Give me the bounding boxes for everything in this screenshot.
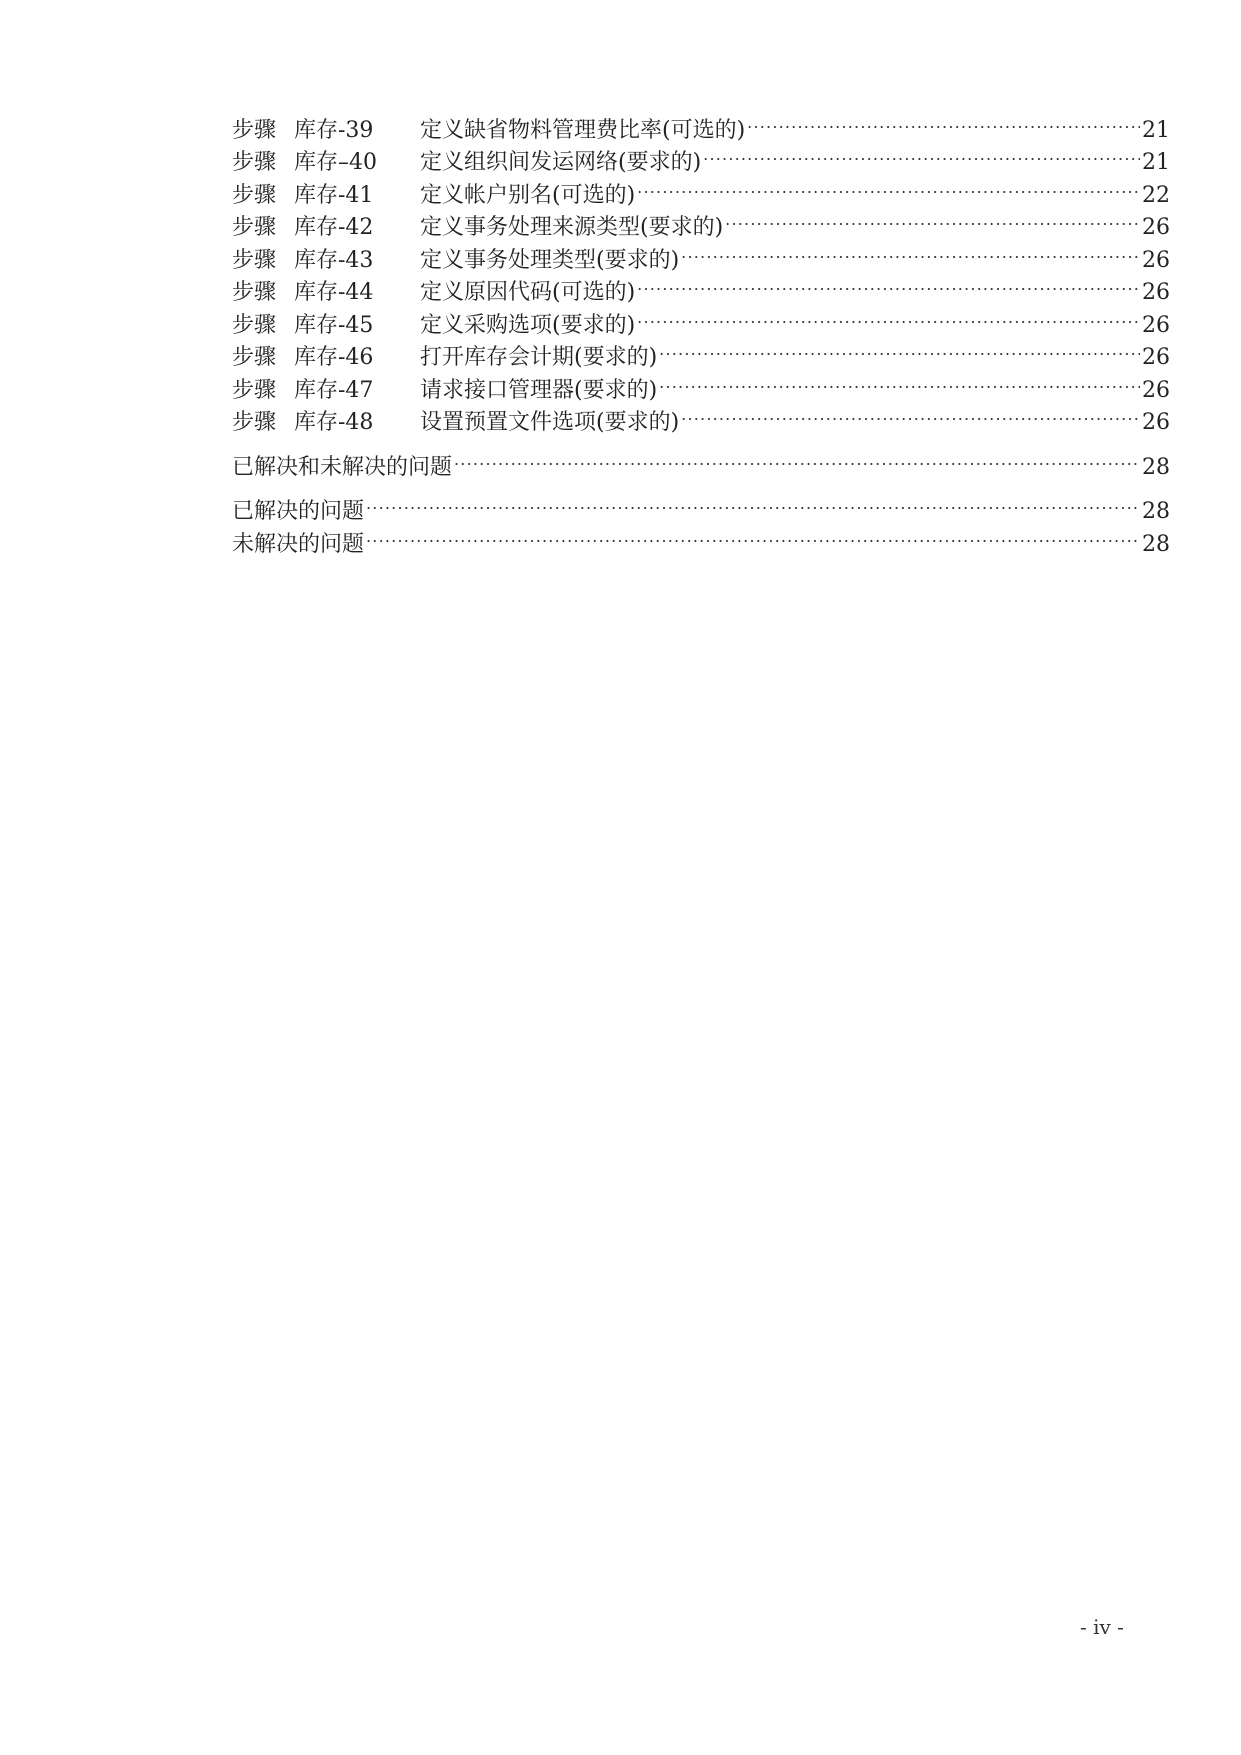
toc-page-number: 26 bbox=[1142, 312, 1170, 338]
dot-leader bbox=[747, 104, 1140, 137]
toc-entry-title: 定义组织间发运网络(要求的) bbox=[420, 150, 702, 175]
step-word: 步骤 bbox=[232, 377, 277, 403]
dot-leader bbox=[637, 267, 1140, 300]
toc-entry-title: 定义帐户别名(可选的) bbox=[420, 182, 636, 208]
step-prefix bbox=[232, 310, 420, 343]
page-footer-number: - iv - bbox=[1080, 1615, 1124, 1639]
toc-subsection-title: 已解决的问题 bbox=[232, 499, 365, 524]
toc-entry-step-39[interactable] bbox=[232, 104, 1170, 143]
table-of-contents bbox=[232, 104, 1170, 557]
step-word: 步骤 bbox=[232, 410, 277, 435]
step-code: 库存-46 bbox=[294, 345, 374, 370]
step-code: 库存-42 bbox=[294, 215, 374, 240]
step-word: 步骤 bbox=[232, 215, 277, 240]
step-code: 库存–40 bbox=[294, 150, 377, 175]
toc-page-number: 28 bbox=[1142, 499, 1170, 524]
dot-leader bbox=[703, 137, 1140, 170]
toc-page-number: 28 bbox=[1142, 531, 1170, 557]
step-code: 库存-45 bbox=[294, 312, 374, 338]
toc-page-number: 22 bbox=[1142, 182, 1170, 208]
step-word: 步骤 bbox=[232, 312, 277, 338]
step-prefix bbox=[232, 375, 420, 408]
dot-leader bbox=[366, 486, 1140, 519]
step-prefix bbox=[232, 407, 420, 440]
toc-entry-title: 定义缺省物料管理费比率(可选的) bbox=[420, 117, 746, 143]
step-prefix bbox=[232, 147, 420, 180]
toc-page-number: 21 bbox=[1142, 150, 1170, 175]
toc-section-title: 已解决和未解决的问题 bbox=[232, 454, 453, 480]
dot-leader bbox=[659, 364, 1140, 397]
step-word: 步骤 bbox=[232, 150, 277, 175]
toc-entry-title: 定义采购选项(要求的) bbox=[420, 312, 636, 338]
step-word: 步骤 bbox=[232, 345, 277, 370]
dot-leader bbox=[725, 202, 1140, 235]
toc-page-number: 21 bbox=[1142, 117, 1170, 143]
step-prefix bbox=[232, 212, 420, 245]
step-prefix bbox=[232, 115, 420, 148]
dot-leader bbox=[454, 441, 1140, 474]
step-prefix bbox=[232, 245, 420, 278]
toc-entry-open-issues[interactable] bbox=[232, 518, 1170, 557]
toc-entry-title: 设置预置文件选项(要求的) bbox=[420, 410, 680, 435]
step-word: 步骤 bbox=[232, 280, 277, 305]
step-prefix bbox=[232, 180, 420, 213]
toc-entry-section-issues[interactable] bbox=[232, 441, 1170, 480]
dot-leader bbox=[366, 518, 1140, 551]
step-prefix bbox=[232, 277, 420, 310]
step-code: 库存-48 bbox=[294, 410, 374, 435]
step-code: 库存-39 bbox=[294, 117, 374, 143]
step-code: 库存-47 bbox=[294, 377, 374, 403]
toc-entry-title: 打开库存会计期(要求的) bbox=[420, 345, 658, 370]
toc-page-number: 28 bbox=[1142, 454, 1170, 480]
dot-leader bbox=[681, 397, 1140, 430]
toc-page-number: 26 bbox=[1142, 410, 1170, 435]
step-prefix bbox=[232, 342, 420, 375]
step-code: 库存-44 bbox=[294, 280, 374, 305]
toc-page-number: 26 bbox=[1142, 215, 1170, 240]
toc-entry-title: 定义事务处理类型(要求的) bbox=[420, 247, 680, 273]
step-word: 步骤 bbox=[232, 182, 277, 208]
toc-page-number: 26 bbox=[1142, 247, 1170, 273]
toc-entry-title: 定义事务处理来源类型(要求的) bbox=[420, 215, 724, 240]
step-word: 步骤 bbox=[232, 247, 277, 273]
toc-entry-resolved-issues[interactable] bbox=[232, 486, 1170, 524]
step-code: 库存-43 bbox=[294, 247, 374, 273]
dot-leader bbox=[637, 299, 1140, 332]
toc-page-number: 26 bbox=[1142, 345, 1170, 370]
toc-page-number: 26 bbox=[1142, 377, 1170, 403]
toc-entry-title: 定义原因代码(可选的) bbox=[420, 280, 636, 305]
dot-leader bbox=[681, 234, 1140, 267]
dot-leader bbox=[659, 332, 1140, 365]
step-word: 步骤 bbox=[232, 117, 277, 143]
toc-entry-title: 请求接口管理器(要求的) bbox=[420, 377, 658, 403]
toc-subsection-title: 未解决的问题 bbox=[232, 531, 365, 557]
toc-page-number: 26 bbox=[1142, 280, 1170, 305]
step-code: 库存-41 bbox=[294, 182, 374, 208]
dot-leader bbox=[637, 169, 1140, 202]
